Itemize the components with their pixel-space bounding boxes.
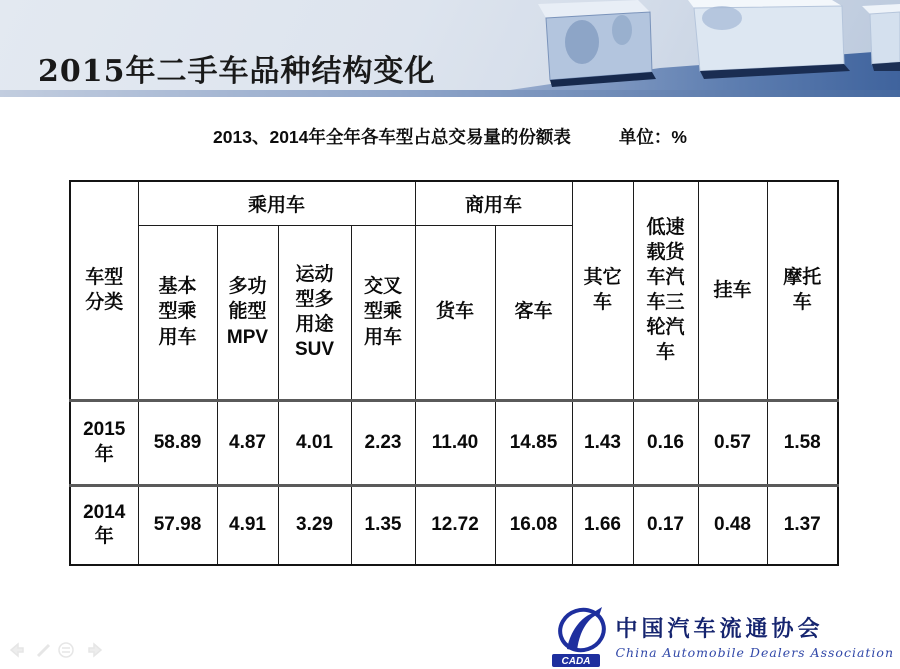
data-cell: 11.40 — [415, 400, 495, 485]
data-cell: 2.23 — [351, 400, 415, 485]
data-cell: 1.43 — [572, 400, 633, 485]
column-header-suv: 运动型多用途SUV — [278, 225, 351, 400]
table-row-2014 — [70, 485, 838, 565]
data-cell: 3.29 — [278, 485, 351, 565]
data-cell: 58.89 — [138, 400, 217, 485]
unit-label: 单位：% — [618, 127, 687, 147]
next-slide-icon[interactable] — [89, 644, 101, 656]
header-divider-strip — [0, 90, 900, 97]
column-header-trailers: 挂车 — [698, 181, 767, 400]
data-cell: 4.91 — [217, 485, 278, 565]
data-cell: 0.48 — [698, 485, 767, 565]
data-cell: 14.85 — [495, 400, 572, 485]
row-header-2014: 2014年 — [70, 485, 138, 565]
cada-logo — [552, 605, 894, 667]
data-cell: 57.98 — [138, 485, 217, 565]
data-cell: 4.01 — [278, 400, 351, 485]
presenter-toolbar — [8, 641, 116, 664]
pen-icon[interactable] — [38, 645, 49, 656]
cada-abbr: CADA — [562, 656, 591, 667]
group-header-passenger-cars: 乘用车 — [138, 181, 415, 225]
column-header-trucks: 货车 — [415, 225, 495, 400]
data-cell: 0.16 — [633, 400, 698, 485]
column-header-crossover: 交叉型乘用车 — [351, 225, 415, 400]
data-cell: 12.72 — [415, 485, 495, 565]
data-cell: 1.58 — [767, 400, 838, 485]
slide-title: 2015年二手车品种结构变化 — [38, 54, 436, 89]
table-row-2015 — [70, 400, 838, 485]
corner-header: 车型分类 — [70, 181, 138, 400]
column-header-low-speed-three-wheel: 低速载货车汽车三轮汽车 — [633, 181, 698, 400]
data-cell: 0.57 — [698, 400, 767, 485]
data-cell: 16.08 — [495, 485, 572, 565]
logo-english-name: China Automobile Dealers Association — [615, 645, 894, 660]
data-cell: 1.66 — [572, 485, 633, 565]
previous-slide-icon[interactable] — [11, 644, 23, 656]
data-cell: 1.35 — [351, 485, 415, 565]
menu-icon[interactable] — [59, 643, 73, 657]
column-header-basic-passenger: 基本型乘用车 — [138, 225, 217, 400]
share-table — [69, 180, 839, 566]
column-header-mpv: 多功能型MPV — [217, 225, 278, 400]
column-header-other-vehicles: 其它车 — [572, 181, 633, 400]
table-caption: 2013、2014年全年各车型占总交易量的份额表 — [213, 127, 571, 147]
column-header-motorcycles: 摩托车 — [767, 181, 838, 400]
data-cell: 1.37 — [767, 485, 838, 565]
data-cell: 0.17 — [633, 485, 698, 565]
row-header-2015: 2015年 — [70, 400, 138, 485]
data-cell: 4.87 — [217, 400, 278, 485]
group-header-commercial-vehicles: 商用车 — [415, 181, 572, 225]
slide-header-band — [0, 0, 900, 97]
cada-emblem-icon — [552, 605, 608, 667]
logo-chinese-name: 中国汽车流通协会 — [615, 616, 824, 641]
column-header-buses: 客车 — [495, 225, 572, 400]
